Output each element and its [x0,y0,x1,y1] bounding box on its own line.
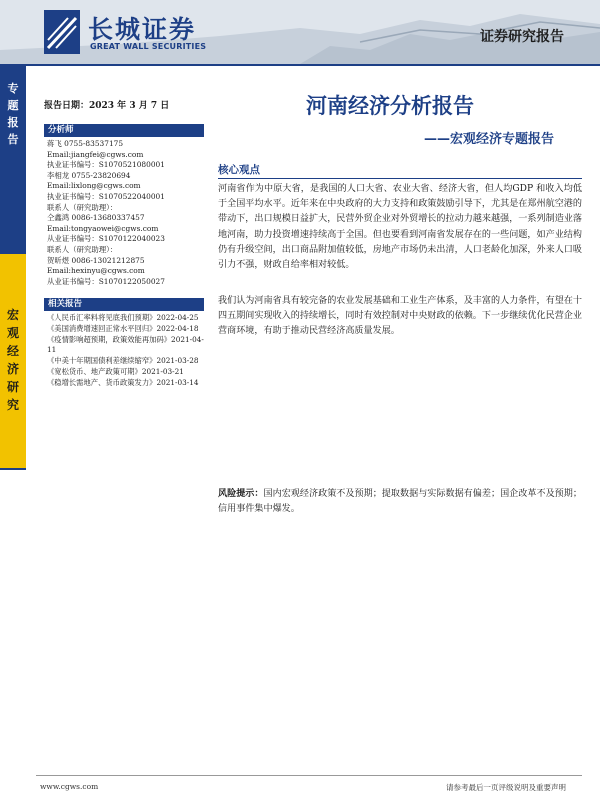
analyst-line: Email:hexinyu@cgws.com [47,266,145,276]
left-category-bar [0,66,26,470]
report-kind-label: 证券研究报告 [480,29,564,45]
footer-disclaimer-note: 请参考最后一页评级说明及重要声明 [446,783,566,792]
analyst-line: 联系人（研究助理）： [47,202,118,212]
analyst-line: 贺昕煜 0086-13021212875 [47,255,145,265]
brand-name-en: GREAT WALL SECURITIES [90,42,207,51]
analyst-line: 蒋飞 0755-83537175 [47,139,124,148]
report-type-tag: 专 题 报 告 [7,82,19,146]
related-report-link[interactable]: 《疫情影响超预期，政策效能再加码》2021-04-11 [47,334,204,355]
related-report-link[interactable]: 《中美十年期国债利差继续缩窄》2021-03-28 [47,356,199,366]
analyst-line: 仝鑫鸿 0086-13680337457 [47,213,145,223]
analyst-line: Email:tongyaowei@cgws.com [47,223,159,233]
report-title: 河南经济分析报告 [306,94,474,118]
related-reports-heading: 相关报告 [44,298,204,311]
analyst-line: 李相龙 0755-23820694 [47,170,131,180]
core-view-paragraph-2: 我们认为河南省具有较完备的农业发展基础和工业生产体系，及丰富的人力条件，有望在十四五期间实现收入的持续增长，同时有效控制对中央财政的依赖。下一步继续优化民营企业营商环境，有助于推动民营经济高质量发展。 [218,296,582,337]
related-report-link[interactable]: 《宽松货币、地产政策可期》2021-03-21 [47,366,184,376]
analyst-line: 从业证书编号：S1070122040023 [47,234,165,244]
report-date: 报告日期：2023 年 3 月 7 日 [44,101,170,111]
footer-divider [36,775,582,776]
core-view-divider [218,178,582,179]
risk-warning-text: 国内宏观经济政策不及预期；提取数据与实际数据有偏差；国企改革不及预期；信用事件集中爆发。 [218,489,582,515]
related-report-link[interactable]: 《美国消费增速回正常水平回归》2022-04-18 [47,323,199,333]
analyst-line: 从业证书编号：S1070122050027 [47,276,165,286]
core-view-heading: 核心观点 [218,164,260,176]
analyst-section-heading: 分析师 [44,124,204,137]
risk-warning-label: 风险提示： [218,488,264,499]
analyst-line: 执业证书编号：S1070522040001 [47,191,165,201]
analyst-line: Email:jiangfei@cgws.com [47,149,144,159]
great-wall-logo-icon [44,10,80,54]
page-header [0,0,600,64]
header-divider [0,64,600,66]
core-view-paragraph-1: 河南省作为中原大省，是我国的人口大省、农业大省、经济大省，但人均GDP 和收入均低于全国平均水平。近年来在中央政府的大力支持和政策鼓励引导下，尤其是在郑州航空港的带动下，出口规模日益扩大，民营外贸企业对外贸增长的拉动力越来越强，一系列制造业落地河南，助力投资增速持续高于全国。但也要看到河南省发展存在的一些问题，如产业结构仍有升级空间，出口商品附加值较低，房地产市场仍未出清，人口老龄化加深，外来人口吸引力不强，财政自给率相对较低。 [218,184,582,271]
related-report-link[interactable]: 《稳增长需地产、货币政策发力》2021-03-14 [47,377,199,387]
analyst-line: 联系人（研究助理）： [47,244,118,254]
analyst-line: Email:lixlong@cgws.com [47,181,141,191]
related-report-link[interactable]: 《人民币汇率料将见底我们预期》2022-04-25 [47,313,199,322]
brand-name-cn: 长城证券 [88,15,197,44]
analyst-line: 执业证书编号：S1070521080001 [47,160,165,170]
report-subtitle: ——宏观经济专题报告 [424,132,555,147]
research-category-tag: 宏 观 经 济 研 究 [0,254,26,468]
analyst-contact-list [47,139,207,287]
related-reports-list [47,313,209,389]
risk-warning [218,486,582,517]
footer-website-link[interactable]: www.cgws.com [40,782,99,791]
